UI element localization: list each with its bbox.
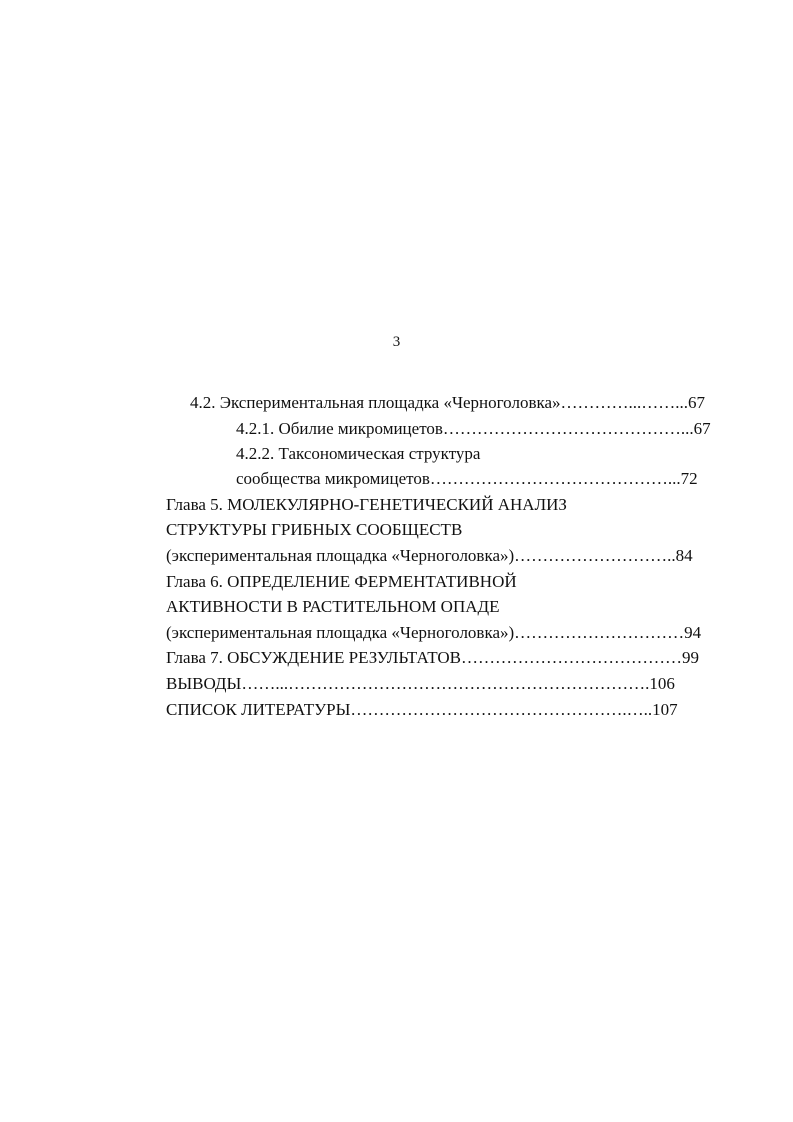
- toc-entry-4-2: 4.2. Экспериментальная площадка «Черноголовка»…………...……...67: [190, 393, 706, 412]
- page-number: 3: [392, 334, 401, 350]
- toc-entry-chapter-6-title-cont: АКТИВНОСТИ В РАСТИТЕЛЬНОМ ОПАДЕ: [166, 597, 500, 616]
- toc-entry-references: СПИСОК ЛИТЕРАТУРЫ………………………………………….…..107: [166, 700, 678, 719]
- toc-entry-chapter-6-title: Глава 6. ОПРЕДЕЛЕНИЕ ФЕРМЕНТАТИВНОЙ: [166, 572, 517, 591]
- toc-entry-4-2-2-title: 4.2.2. Таксономическая структура: [236, 444, 481, 463]
- toc-entry-chapter-7: Глава 7. ОБСУЖДЕНИЕ РЕЗУЛЬТАТОВ…………………………………99: [166, 648, 700, 667]
- toc-entry-4-2-1: 4.2.1. Обилие микромицетов……………………………………...67: [236, 419, 711, 438]
- toc-entry-chapter-5-title: Глава 5. МОЛЕКУЛЯРНО-ГЕНЕТИЧЕСКИЙ АНАЛИЗ: [166, 495, 567, 514]
- toc-entry-chapter-6: (экспериментальная площадка «Черноголовка»)…………………………94: [166, 623, 702, 642]
- toc-entry-conclusions: ВЫВОДЫ……...……………………………………………………….106: [166, 674, 675, 693]
- toc-entry-chapter-5: (экспериментальная площадка «Черноголовка»)………………………..84: [166, 546, 693, 565]
- toc-entry-chapter-5-title-cont: СТРУКТУРЫ ГРИБНЫХ СООБЩЕСТВ: [166, 520, 463, 539]
- toc-entry-4-2-2: сообщества микромицетов……………………………………...72: [236, 469, 698, 488]
